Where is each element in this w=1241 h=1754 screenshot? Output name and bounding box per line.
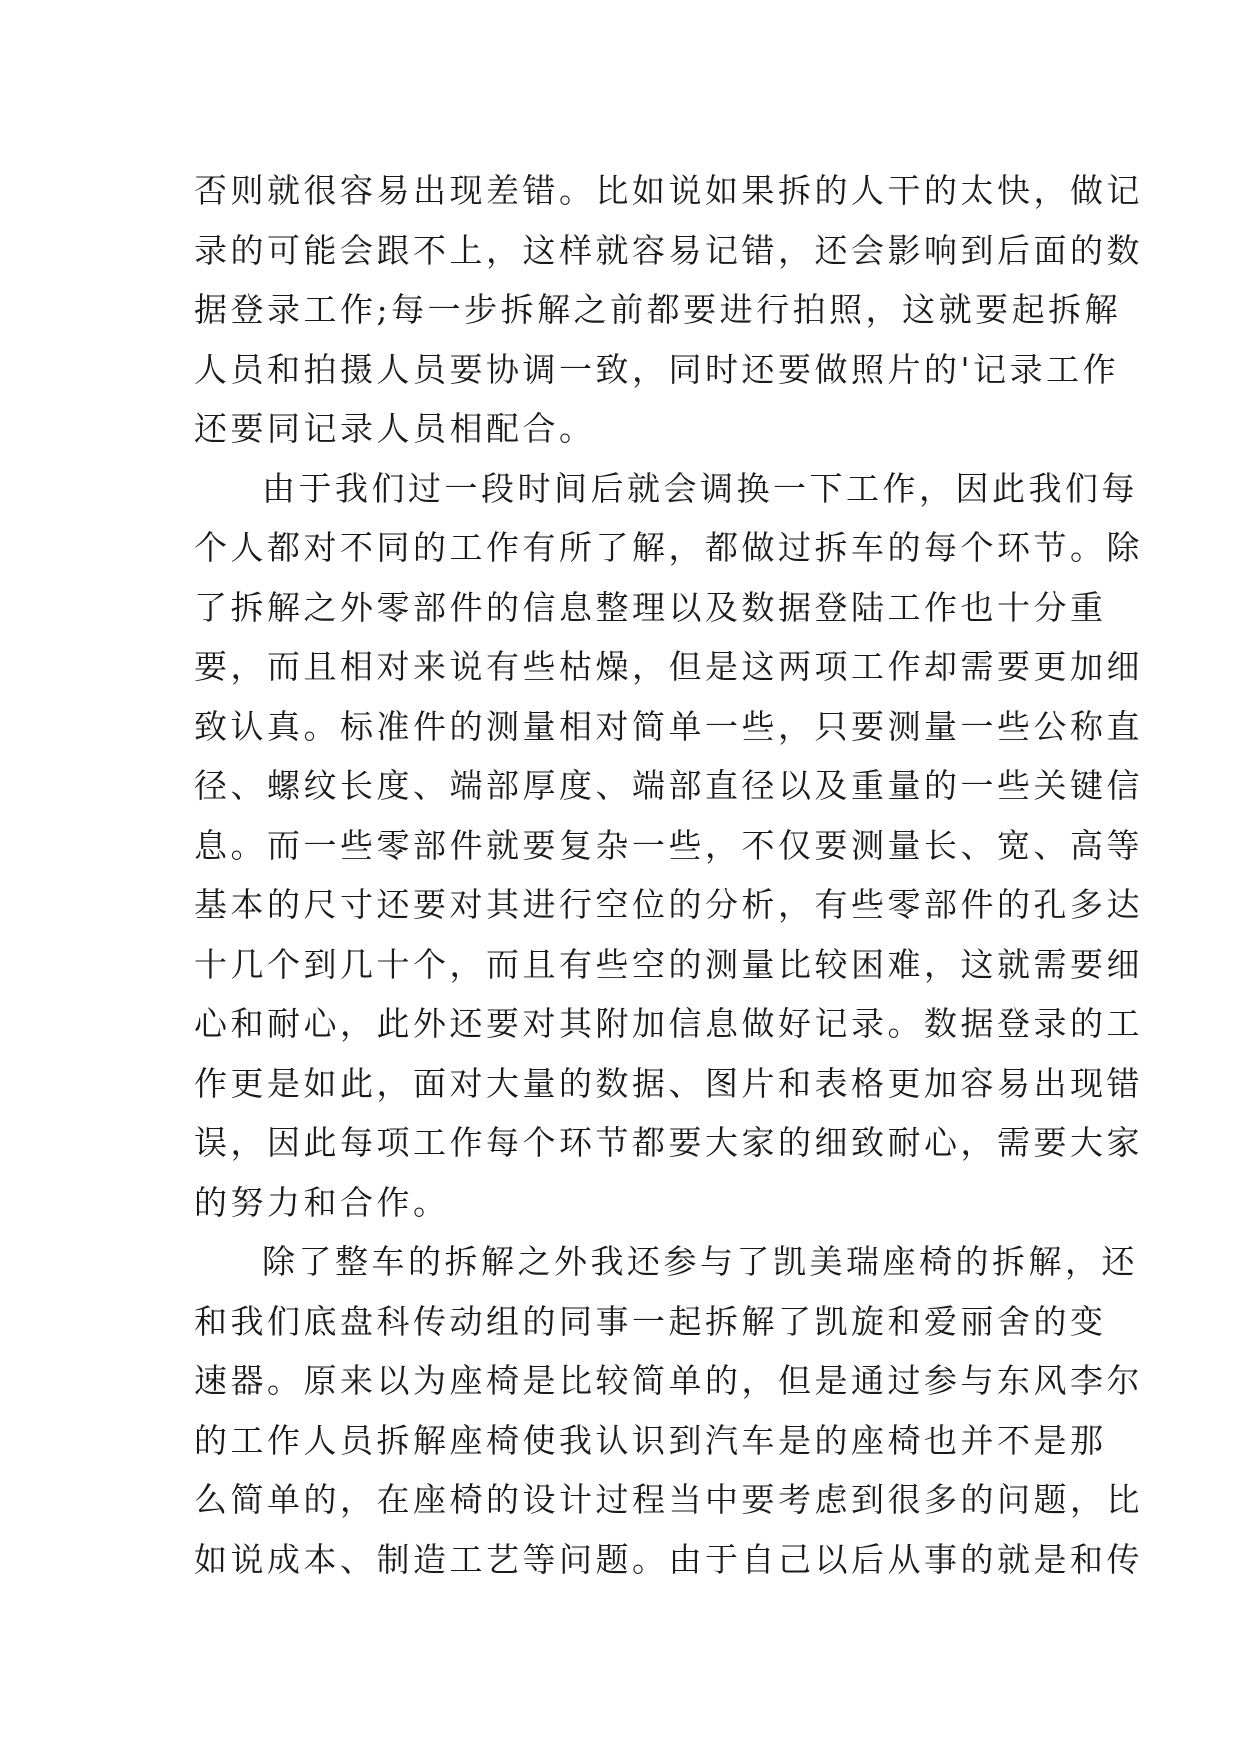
paragraph-1 — [194, 161, 1143, 459]
text-line: 的努力和合作。 — [194, 1182, 450, 1222]
text-line: 致认真。标准件的测量相对简单一些，只要测量一些公称直 — [194, 706, 1143, 746]
text-line: 如说成本、制造工艺等问题。由于自己以后从事的就是和传 — [194, 1539, 1143, 1579]
text-line: 否则就很容易出现差错。比如说如果拆的人干的太快，做记 — [194, 171, 1143, 210]
text-line: 径、螺纹长度、端部厚度、端部直径以及重量的一些关键信 — [194, 766, 1143, 805]
text-line: 心和耐心，此外还要对其附加信息做好记录。数据登录的工 — [194, 1004, 1143, 1043]
text-line: 个人都对不同的工作有所了解，都做过拆车的每个环节。除 — [194, 528, 1143, 567]
document-body — [194, 161, 1143, 1589]
text-line: 基本的尺寸还要对其进行空位的分析，有些零部件的孔多达 — [194, 885, 1143, 924]
text-line: 要，而且相对来说有些枯燥，但是这两项工作却需要更加细 — [194, 647, 1143, 686]
paragraph-2 — [194, 459, 1143, 1233]
text-line: 十几个到几十个，而且有些空的测量比较困难，这就需要细 — [194, 944, 1143, 984]
text-line: 息。而一些零部件就要复杂一些，不仅要测量长、宽、高等 — [194, 825, 1143, 865]
text-line: 么简单的，在座椅的设计过程当中要考虑到很多的问题，比 — [194, 1480, 1143, 1519]
paragraph-3 — [194, 1232, 1143, 1589]
text-line: 和我们底盘科传动组的同事一起拆解了凯旋和爱丽舍的变 — [194, 1301, 1107, 1341]
text-line: 还要同记录人员相配合。 — [194, 409, 596, 448]
text-line: 作更是如此，面对大量的数据、图片和表格更加容易出现错 — [194, 1063, 1143, 1103]
text-line: 除了整车的拆解之外我还参与了凯美瑞座椅的拆解，还 — [262, 1242, 1138, 1281]
text-line: 由于我们过一段时间后就会调换一下工作，因此我们每 — [262, 468, 1138, 508]
text-line: 据登录工作;每一步拆解之前都要进行拍照，这就要起拆解 — [194, 290, 1122, 329]
text-line: 了拆解之外零部件的信息整理以及数据登陆工作也十分重 — [194, 587, 1107, 627]
text-line: 速器。原来以为座椅是比较简单的，但是通过参与东风李尔 — [194, 1361, 1143, 1400]
text-line: 人员和拍摄人员要协调一致，同时还要做照片的'记录工作 — [194, 349, 1120, 389]
text-line: 误，因此每项工作每个环节都要大家的细致耐心，需要大家 — [194, 1123, 1143, 1162]
text-line: 的工作人员拆解座椅使我认识到汽车是的座椅也并不是那 — [194, 1420, 1107, 1460]
text-line: 录的可能会跟不上，这样就容易记错，还会影响到后面的数 — [194, 230, 1143, 270]
